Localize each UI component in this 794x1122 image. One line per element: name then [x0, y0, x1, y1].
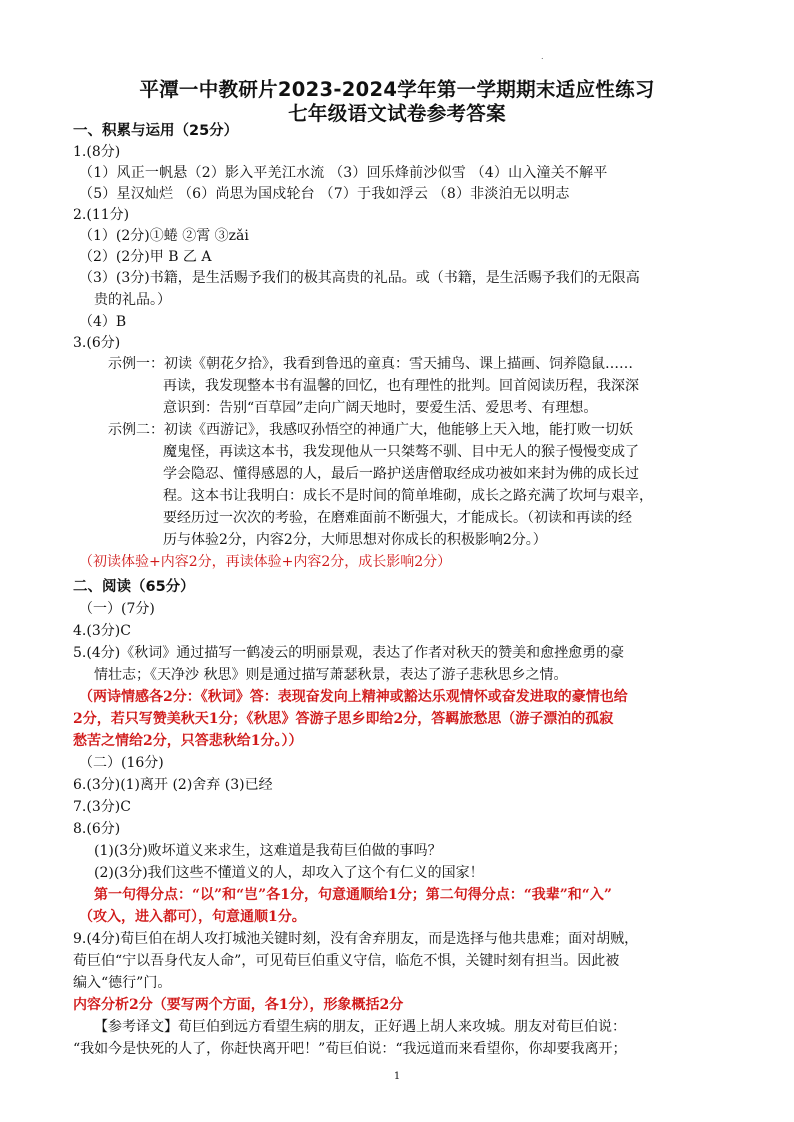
answer-line: 5.(4分)《秋词》通过描写一鹤凌云的明丽景观，表达了作者对秋天的赞美和愈挫愈勇的豪	[73, 645, 625, 661]
answer-line: (2)(3分)我们这些不懂道义的人，却攻入了这个有仁义的国家！	[94, 865, 484, 881]
answer-line: 6.(3分)(1)离开 (2)舍弃 (3)已经	[73, 777, 273, 793]
scoring-note: （初读体验+内容2分，再读体验+内容2分，成长影响2分）	[79, 554, 452, 570]
scoring-note: 2分，若只写赞美秋天1分；《秋思》答游子思乡即给2分，答羁旅愁思（游子漂泊的孤寂	[73, 711, 614, 727]
answer-line: （2）(2分)甲 B 乙 A	[79, 249, 212, 265]
example-line: 意识到：告别“百草园”走向广阔天地时，要爱生活、爱思考、有理想。	[163, 400, 598, 416]
example-line: 示例一：初读《朝花夕拾》，我看到鲁迅的童真：雪天捕鸟、课上描画、饲养隐鼠……	[108, 356, 633, 372]
answer-line: （4）B	[79, 314, 127, 330]
translation-line: 【参考译文】荀巨伯到远方看望生病的朋友，正好遇上胡人来攻城。朋友对荀巨伯说：	[94, 1019, 626, 1035]
page-title: 平潭一中教研片2023-2024学年第一学期期末适应性练习	[139, 78, 655, 101]
section-heading-2: 二、阅读（65分）	[73, 579, 195, 595]
section-heading-1: 一、积累与运用（25分）	[73, 123, 239, 139]
answer-line: （1）(2分)①蜷 ②霄 ③zǎi	[79, 228, 249, 244]
example-line: 历与体验2分，内容2分，大师思想对你成长的积极影响2分。）	[163, 532, 547, 548]
answer-line: 9.(4分)荀巨伯在胡人攻打城池关键时刻，没有舍弃朋友，而是选择与他共患难；面对胡贼，	[73, 931, 639, 947]
answer-line: 7.(3分)C	[73, 799, 131, 815]
scoring-note: 愁苦之情给2分，只答悲秋给1分。））	[73, 733, 303, 749]
answer-line: 4.(3分)C	[73, 623, 131, 639]
answer-line: （1）风正一帆悬（2）影入平羌江水流 （3）回乐烽前沙似雪 （4）山入潼关不解平	[79, 165, 608, 181]
translation-line: “我如今是快死的人了，你赶快离开吧！”荀巨伯说：“我远道而来看望你，你却要我离开；	[73, 1041, 627, 1057]
example-line: 学会隐忍、懂得感恩的人，最后一路护送唐僧取经成功被如来封为佛的成长过	[163, 466, 639, 482]
question-label: 2.(11分)	[73, 207, 130, 223]
answer-line: 编入“德行”门。	[73, 975, 172, 991]
answer-line: 贵的礼品。）	[94, 292, 171, 308]
answer-line: 荀巨伯“宁以吾身代友人命”，可见荀巨伯重义守信，临危不惧，关键时刻有担当。因此被	[73, 953, 620, 969]
page-subtitle: 七年级语文试卷参考答案	[288, 102, 506, 125]
scoring-note: 第一句得分点：“以”和“岂”各1分，句意通顺给1分；第二句得分点：“我辈”和“入”	[94, 887, 612, 903]
page-number: 1	[393, 1071, 401, 1082]
question-label: 1.(8分)	[73, 144, 121, 160]
answer-line: （5）星汉灿烂 （6）尚思为国戍轮台 （7）于我如浮云 （8）非淡泊无以明志	[79, 186, 570, 202]
scan-dot: .	[541, 52, 544, 61]
subsection-label: （二）(16分)	[79, 755, 164, 771]
example-line: 程。这本书让我明白：成长不是时间的简单堆砌，成长之路充满了坎坷与艰辛，	[163, 488, 653, 504]
answer-line: 情壮志；《天净沙 秋思》则是通过描写萧瑟秋景，表达了游子悲秋思乡之情。	[94, 667, 568, 683]
answer-line: （3）(3分)书籍，是生活赐予我们的极其高贵的礼品。或（书籍，是生活赐予我们的无限高	[79, 270, 640, 286]
example-line: 示例二：初读《西游记》，我感叹孙悟空的神通广大，他能够上天入地，能打败一切妖	[108, 422, 633, 438]
scoring-note: （攻入，进入都可），句意通顺1分。	[79, 909, 306, 925]
example-line: 魔鬼怪，再读这本书，我发现他从一只桀骜不驯、目中无人的猴子慢慢变成了	[163, 444, 639, 460]
example-line: 再读，我发现整本书有温馨的回忆，也有理性的批判。回首阅读历程，我深深	[163, 378, 639, 394]
subsection-label: （一）(7分)	[79, 601, 155, 617]
answer-line: (1)(3分)败坏道义来求生，这难道是我荀巨伯做的事吗？	[94, 843, 442, 859]
scoring-note: 内容分析2分（要写两个方面，各1分），形象概括2分	[73, 997, 404, 1013]
question-label: 8.(6分)	[73, 821, 121, 837]
question-label: 3.(6分)	[73, 335, 121, 351]
example-line: 要经历过一次次的考验，在磨难面前不断强大，才能成长。（初读和再读的经	[163, 510, 632, 526]
scoring-note: （两诗情感各2分：《秋词》答：表现奋发向上精神或豁达乐观情怀或奋发进取的豪情也给	[79, 689, 628, 705]
